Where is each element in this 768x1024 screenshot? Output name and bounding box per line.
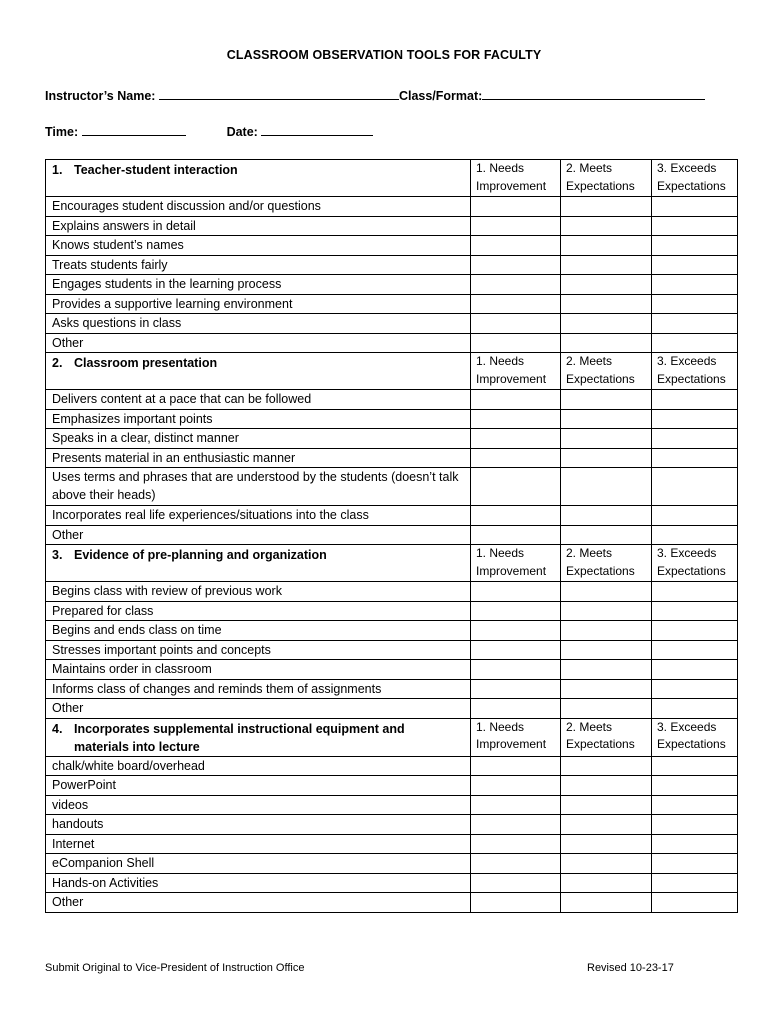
- page-title: CLASSROOM OBSERVATION TOOLS FOR FACULTY: [226, 48, 542, 62]
- criterion-row: [46, 699, 738, 719]
- meets-expectations-cell[interactable]: [561, 236, 652, 256]
- criterion-row: [46, 601, 738, 621]
- exceeds-expectations-cell[interactable]: [652, 756, 738, 776]
- criterion-row: [46, 294, 738, 314]
- meets-expectations-cell[interactable]: [561, 275, 652, 295]
- exceeds-expectations-cell[interactable]: [652, 601, 738, 621]
- exceeds-expectations-cell[interactable]: [652, 333, 738, 353]
- criterion-row: [46, 468, 738, 506]
- needs-improvement-cell[interactable]: [471, 294, 561, 314]
- instructor-name-label: Instructor’s Name:: [45, 89, 156, 103]
- criterion-row: [46, 621, 738, 641]
- criterion-label: Hands-on Activities: [46, 873, 471, 893]
- section-title: [46, 353, 471, 390]
- meets-expectations-cell[interactable]: [561, 390, 652, 410]
- meets-expectations-cell[interactable]: [561, 582, 652, 602]
- meets-expectations-cell[interactable]: [561, 699, 652, 719]
- footer-revision: Revised 10-23-17: [587, 962, 674, 974]
- meets-expectations-cell[interactable]: [561, 409, 652, 429]
- meets-expectations-cell[interactable]: [561, 294, 652, 314]
- exceeds-expectations-cell[interactable]: [652, 255, 738, 275]
- meets-expectations-cell[interactable]: [561, 815, 652, 835]
- section-number: 4.: [52, 721, 63, 736]
- meets-expectations-cell[interactable]: [561, 601, 652, 621]
- criterion-row: [46, 834, 738, 854]
- rating-header: 3. Exceeds Expectations: [652, 353, 738, 390]
- criterion-label: Incorporates real life experiences/situations into the class: [46, 506, 471, 526]
- meets-expectations-cell[interactable]: [561, 197, 652, 217]
- exceeds-expectations-cell[interactable]: [652, 448, 738, 468]
- needs-improvement-cell[interactable]: [471, 448, 561, 468]
- criterion-row: [46, 640, 738, 660]
- section-number: 1.: [52, 163, 63, 177]
- exceeds-expectations-cell[interactable]: [652, 506, 738, 526]
- criterion-row: [46, 854, 738, 874]
- meets-expectations-cell[interactable]: [561, 448, 652, 468]
- exceeds-expectations-cell[interactable]: [652, 582, 738, 602]
- meets-expectations-cell[interactable]: [561, 756, 652, 776]
- criterion-label: PowerPoint: [46, 776, 471, 796]
- needs-improvement-cell[interactable]: [471, 660, 561, 680]
- observation-table: [45, 159, 738, 913]
- criterion-row: [46, 873, 738, 893]
- meets-expectations-cell[interactable]: [561, 893, 652, 913]
- criterion-label: Informs class of changes and reminds them of assignments: [46, 679, 471, 699]
- criterion-row: [46, 815, 738, 835]
- criterion-row: [46, 679, 738, 699]
- criterion-row: [46, 582, 738, 602]
- section-title-text: Incorporates supplemental instructional equipment and materials into lecture: [74, 721, 405, 754]
- criterion-row: [46, 756, 738, 776]
- exceeds-expectations-cell[interactable]: [652, 275, 738, 295]
- needs-improvement-cell[interactable]: [471, 333, 561, 353]
- criterion-row: [46, 197, 738, 217]
- section-title-text: Evidence of pre-planning and organization: [74, 548, 327, 562]
- exceeds-expectations-cell[interactable]: [652, 854, 738, 874]
- criterion-row: [46, 236, 738, 256]
- time-field[interactable]: [82, 124, 186, 136]
- criterion-label: handouts: [46, 815, 471, 835]
- criterion-label: Internet: [46, 834, 471, 854]
- needs-improvement-cell[interactable]: [471, 275, 561, 295]
- meets-expectations-cell[interactable]: [561, 640, 652, 660]
- class-format-label: Class/Format:: [398, 89, 483, 103]
- criterion-row: [46, 506, 738, 526]
- rating-header: 3. Exceeds Expectations: [652, 160, 738, 197]
- needs-improvement-cell[interactable]: [471, 525, 561, 545]
- exceeds-expectations-cell[interactable]: [652, 294, 738, 314]
- section-header-row: [46, 160, 738, 197]
- rating-header: 2. Meets Expectations: [561, 160, 652, 197]
- needs-improvement-cell[interactable]: [471, 893, 561, 913]
- section-number: 2.: [52, 356, 63, 370]
- meets-expectations-cell[interactable]: [561, 621, 652, 641]
- needs-improvement-cell[interactable]: [471, 314, 561, 334]
- criterion-row: [46, 255, 738, 275]
- exceeds-expectations-cell[interactable]: [652, 776, 738, 796]
- meets-expectations-cell[interactable]: [561, 468, 652, 506]
- needs-improvement-cell[interactable]: [471, 582, 561, 602]
- exceeds-expectations-cell[interactable]: [652, 795, 738, 815]
- rating-header: 1. Needs Improvement: [471, 160, 561, 197]
- section-header-row: [46, 353, 738, 390]
- exceeds-expectations-cell[interactable]: [652, 660, 738, 680]
- section-title: [46, 160, 471, 197]
- meets-expectations-cell[interactable]: [561, 429, 652, 449]
- needs-improvement-cell[interactable]: [471, 197, 561, 217]
- rating-header: 1. Needs Improvement: [471, 718, 561, 756]
- needs-improvement-cell[interactable]: [471, 679, 561, 699]
- meets-expectations-cell[interactable]: [561, 333, 652, 353]
- meets-expectations-cell[interactable]: [561, 679, 652, 699]
- criterion-row: [46, 314, 738, 334]
- needs-improvement-cell[interactable]: [471, 236, 561, 256]
- exceeds-expectations-cell[interactable]: [652, 640, 738, 660]
- criterion-label: Delivers content at a pace that can be followed: [46, 390, 471, 410]
- needs-improvement-cell[interactable]: [471, 776, 561, 796]
- criterion-label: Provides a supportive learning environment: [46, 294, 471, 314]
- meets-expectations-cell[interactable]: [561, 660, 652, 680]
- meets-expectations-cell[interactable]: [561, 525, 652, 545]
- exceeds-expectations-cell[interactable]: [652, 197, 738, 217]
- needs-improvement-cell[interactable]: [471, 756, 561, 776]
- criterion-row: [46, 275, 738, 295]
- needs-improvement-cell[interactable]: [471, 390, 561, 410]
- needs-improvement-cell[interactable]: [471, 621, 561, 641]
- meets-expectations-cell[interactable]: [561, 255, 652, 275]
- meets-expectations-cell[interactable]: [561, 776, 652, 796]
- criterion-label: Explains answers in detail: [46, 216, 471, 236]
- exceeds-expectations-cell[interactable]: [652, 834, 738, 854]
- criterion-label: Knows student’s names: [46, 236, 471, 256]
- criterion-label: Asks questions in class: [46, 314, 471, 334]
- instructor-class-line: [45, 88, 705, 103]
- time-date-line: [45, 124, 373, 139]
- criterion-label: Other: [46, 893, 471, 913]
- exceeds-expectations-cell[interactable]: [652, 815, 738, 835]
- exceeds-expectations-cell[interactable]: [652, 621, 738, 641]
- criterion-label: Stresses important points and concepts: [46, 640, 471, 660]
- criterion-label: Prepared for class: [46, 601, 471, 621]
- exceeds-expectations-cell[interactable]: [652, 429, 738, 449]
- criterion-label: Uses terms and phrases that are understood by the students (doesn’t talk above their heads): [46, 468, 471, 506]
- criterion-label: videos: [46, 795, 471, 815]
- needs-improvement-cell[interactable]: [471, 795, 561, 815]
- criterion-row: [46, 333, 738, 353]
- needs-improvement-cell[interactable]: [471, 640, 561, 660]
- exceeds-expectations-cell[interactable]: [652, 216, 738, 236]
- criterion-label: Begins and ends class on time: [46, 621, 471, 641]
- rating-header: 2. Meets Expectations: [561, 353, 652, 390]
- section-title-text: Teacher-student interaction: [74, 163, 238, 177]
- criterion-label: Speaks in a clear, distinct manner: [46, 429, 471, 449]
- criterion-row: [46, 893, 738, 913]
- criterion-row: [46, 525, 738, 545]
- criterion-label: Other: [46, 525, 471, 545]
- exceeds-expectations-cell[interactable]: [652, 679, 738, 699]
- criterion-row: [46, 660, 738, 680]
- date-field[interactable]: [261, 124, 373, 136]
- criterion-row: [46, 390, 738, 410]
- exceeds-expectations-cell[interactable]: [652, 390, 738, 410]
- meets-expectations-cell[interactable]: [561, 854, 652, 874]
- section-title: [46, 718, 471, 756]
- criterion-label: Engages students in the learning process: [46, 275, 471, 295]
- needs-improvement-cell[interactable]: [471, 815, 561, 835]
- exceeds-expectations-cell[interactable]: [652, 525, 738, 545]
- needs-improvement-cell[interactable]: [471, 854, 561, 874]
- meets-expectations-cell[interactable]: [561, 795, 652, 815]
- rating-header: 2. Meets Expectations: [561, 545, 652, 582]
- rating-header: 2. Meets Expectations: [561, 718, 652, 756]
- time-label: Time:: [45, 125, 79, 139]
- exceeds-expectations-cell[interactable]: [652, 236, 738, 256]
- criterion-label: Other: [46, 333, 471, 353]
- exceeds-expectations-cell[interactable]: [652, 314, 738, 334]
- needs-improvement-cell[interactable]: [471, 429, 561, 449]
- criterion-label: Maintains order in classroom: [46, 660, 471, 680]
- criterion-label: Emphasizes important points: [46, 409, 471, 429]
- rating-header: 3. Exceeds Expectations: [652, 718, 738, 756]
- footer-submit-note: Submit Original to Vice-President of Instruction Office: [45, 962, 305, 974]
- criterion-row: [46, 429, 738, 449]
- meets-expectations-cell[interactable]: [561, 873, 652, 893]
- meets-expectations-cell[interactable]: [561, 314, 652, 334]
- criterion-label: chalk/white board/overhead: [46, 756, 471, 776]
- exceeds-expectations-cell[interactable]: [652, 893, 738, 913]
- rating-header: 1. Needs Improvement: [471, 545, 561, 582]
- needs-improvement-cell[interactable]: [471, 409, 561, 429]
- exceeds-expectations-cell[interactable]: [652, 873, 738, 893]
- criterion-row: [46, 409, 738, 429]
- criterion-row: [46, 216, 738, 236]
- section-number: 3.: [52, 548, 63, 562]
- meets-expectations-cell[interactable]: [561, 216, 652, 236]
- section-header-row: [46, 545, 738, 582]
- section-header-row: [46, 718, 738, 756]
- criterion-row: [46, 776, 738, 796]
- criterion-label: Encourages student discussion and/or questions: [46, 197, 471, 217]
- needs-improvement-cell[interactable]: [471, 506, 561, 526]
- meets-expectations-cell[interactable]: [561, 506, 652, 526]
- needs-improvement-cell[interactable]: [471, 601, 561, 621]
- criterion-label: Presents material in an enthusiastic manner: [46, 448, 471, 468]
- rating-header: 3. Exceeds Expectations: [652, 545, 738, 582]
- criterion-row: [46, 795, 738, 815]
- criterion-label: Begins class with review of previous work: [46, 582, 471, 602]
- rating-header: 1. Needs Improvement: [471, 353, 561, 390]
- exceeds-expectations-cell[interactable]: [652, 409, 738, 429]
- exceeds-expectations-cell[interactable]: [652, 699, 738, 719]
- criterion-row: [46, 448, 738, 468]
- date-label: Date:: [226, 125, 258, 139]
- needs-improvement-cell[interactable]: [471, 834, 561, 854]
- section-title: [46, 545, 471, 582]
- needs-improvement-cell[interactable]: [471, 873, 561, 893]
- exceeds-expectations-cell[interactable]: [652, 468, 738, 506]
- criterion-label: eCompanion Shell: [46, 854, 471, 874]
- section-title-text: Classroom presentation: [74, 356, 218, 370]
- needs-improvement-cell[interactable]: [471, 216, 561, 236]
- instructor-name-field[interactable]: [159, 88, 399, 100]
- criterion-label: Treats students fairly: [46, 255, 471, 275]
- meets-expectations-cell[interactable]: [561, 834, 652, 854]
- needs-improvement-cell[interactable]: [471, 468, 561, 506]
- needs-improvement-cell[interactable]: [471, 699, 561, 719]
- needs-improvement-cell[interactable]: [471, 255, 561, 275]
- criterion-label: Other: [46, 699, 471, 719]
- class-format-field[interactable]: [482, 88, 705, 100]
